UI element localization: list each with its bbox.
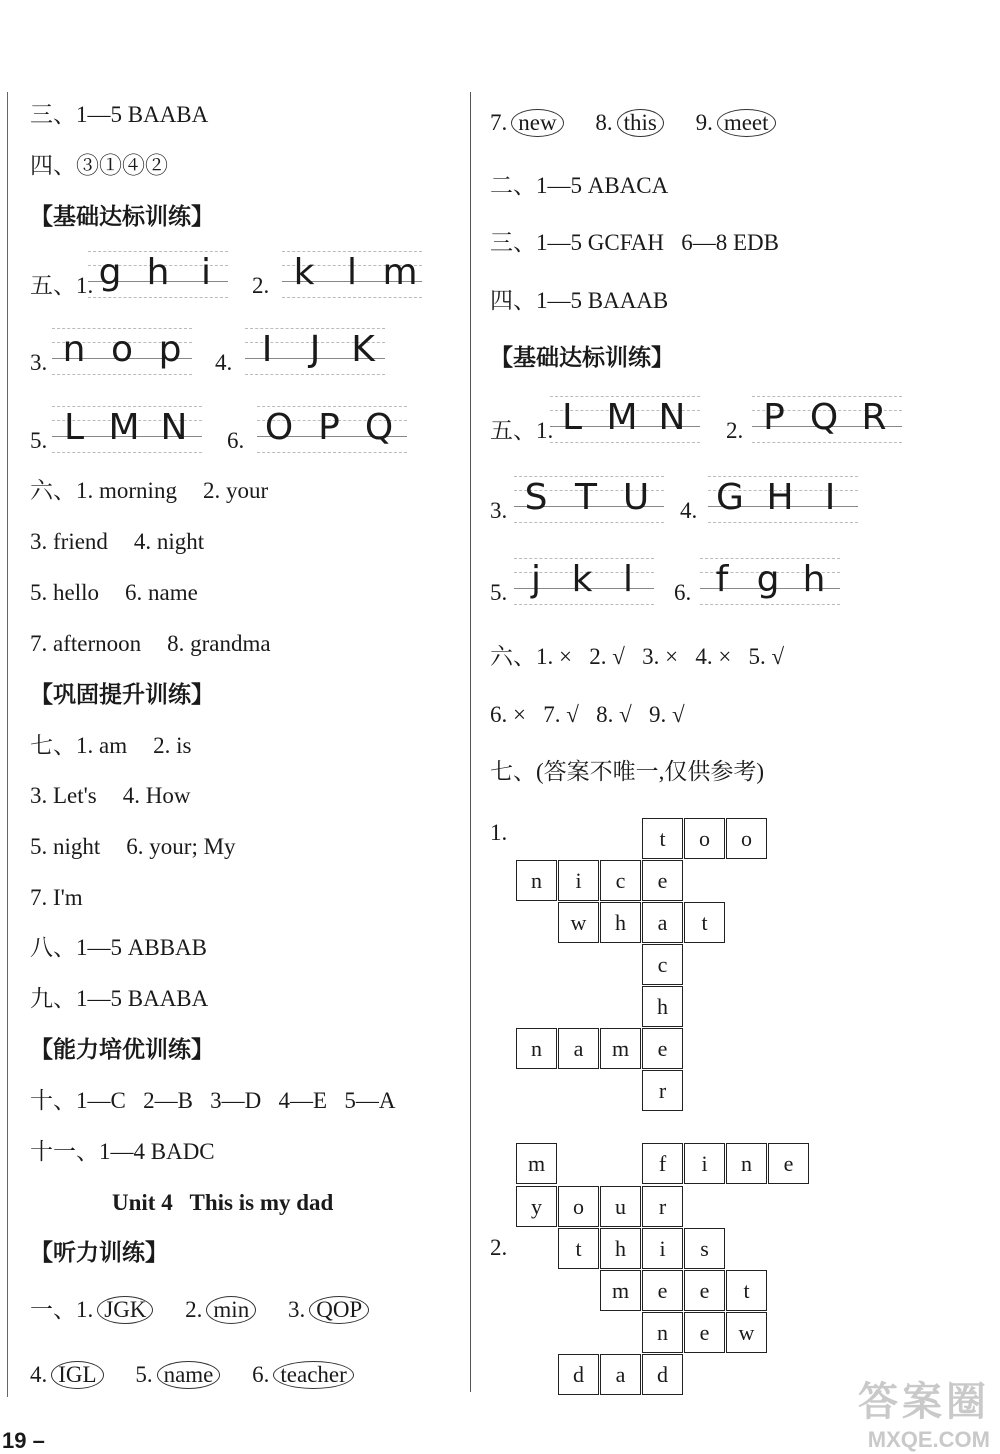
crossword-cell: i [642, 1228, 683, 1269]
circled-answer: this [617, 109, 664, 137]
crossword-cell: o [684, 818, 725, 859]
crossword-cell: d [642, 1354, 683, 1395]
letter: H [766, 477, 794, 518]
item-number: 五、1. [30, 273, 94, 298]
section-header: 【基础达标训练】 [30, 204, 214, 230]
crossword-cell: d [558, 1354, 599, 1395]
item-number: 6. [674, 580, 692, 605]
circled-answer: IGL [51, 1361, 103, 1389]
letter: J [309, 329, 321, 370]
crossword-cell: t [726, 1270, 767, 1311]
letter-group [708, 476, 858, 526]
letter: m [382, 252, 418, 293]
letter: P [763, 397, 785, 438]
letter-row [490, 470, 990, 530]
circled-answer: min [206, 1296, 256, 1324]
letter-group [514, 558, 654, 608]
letter-group [752, 396, 902, 446]
circled-answer: meet [717, 109, 776, 137]
letter: N [658, 397, 686, 438]
letter-group [257, 406, 407, 456]
letter-group [700, 558, 840, 608]
answer-line: 四、③①④② [30, 153, 168, 178]
answer-line: 5. night 6. your; My [30, 834, 236, 859]
letter: g [98, 252, 122, 293]
letter-group [245, 328, 385, 378]
letter: k [293, 252, 315, 293]
item-number: 五、1. [490, 418, 554, 443]
crossword-cell: h [600, 1228, 641, 1269]
letter-group [282, 251, 422, 301]
answer-line: 一、1. JGK 2. min 3. QOP [30, 1295, 369, 1325]
letter: Q [809, 397, 839, 438]
crossword-cell: n [726, 1143, 767, 1184]
letter: g [756, 559, 780, 600]
answer-line: 3. Let's 4. How [30, 783, 191, 808]
section-header: 【巩固提升训练】 [30, 682, 214, 708]
crossword-cell: n [642, 1312, 683, 1353]
letter-group [88, 251, 228, 301]
item-number: 6. [227, 428, 245, 453]
letter: S [524, 477, 548, 518]
answer-line: 5. hello 6. name [30, 580, 198, 605]
crossword-cell: a [600, 1354, 641, 1395]
puzzle-number: 2. [490, 1235, 508, 1260]
watermark-url: MXQE.COM [867, 1427, 990, 1452]
letter: i [200, 252, 211, 293]
circled-answer: JGK [97, 1296, 153, 1324]
crossword-cell: e [684, 1312, 725, 1353]
answer-line: 六、1. × 2. √ 3. × 4. × 5. √ [490, 644, 785, 669]
crossword-cell: c [642, 944, 683, 985]
answer-line: 7. new 8. this 9. meet [490, 108, 776, 138]
section-header: 【基础达标训练】 [490, 345, 674, 371]
answer-line: 七、(答案不唯一,仅供参考) [490, 759, 765, 784]
letter: l [622, 559, 633, 600]
item-number: 2. [252, 273, 270, 298]
letter: K [351, 329, 375, 370]
answer-line: 九、1—5 BAABA [30, 986, 209, 1011]
crossword-cell: m [600, 1028, 641, 1069]
letter-row [30, 400, 460, 460]
crossword-cell: n [516, 1028, 557, 1069]
letter-group [514, 476, 664, 526]
letter: k [571, 559, 593, 600]
answer-line: 四、1—5 BAAAB [490, 288, 669, 313]
letter: N [160, 407, 188, 448]
letter: p [158, 329, 182, 370]
letter: U [622, 477, 650, 518]
answer-line: 4. IGL 5. name 6. teacher [30, 1360, 354, 1390]
item-number: 4. [680, 498, 698, 523]
letter: I [824, 477, 836, 518]
crossword-cell: i [684, 1143, 725, 1184]
letter: I [261, 329, 273, 370]
crossword-cell: f [642, 1143, 683, 1184]
letter: n [62, 329, 86, 370]
letter: o [110, 329, 134, 370]
answer-line: 十、1—C 2—B 3—D 4—E 5—A [30, 1088, 396, 1113]
letter-row [30, 322, 460, 382]
letter: G [716, 477, 744, 518]
letter: P [318, 407, 340, 448]
letter: R [861, 397, 887, 438]
letter-group [52, 328, 192, 378]
letter: O [264, 407, 294, 448]
column-divider [470, 92, 471, 1392]
crossword-cell: e [684, 1270, 725, 1311]
letter: Q [364, 407, 394, 448]
answer-line: 十一、1—4 BADC [30, 1139, 215, 1164]
crossword-cell: y [516, 1186, 557, 1227]
letter-group [550, 396, 700, 446]
answer-line: 二、1—5 ABACA [490, 173, 669, 198]
letter-group [52, 406, 202, 456]
page-number: 19 – [2, 1428, 45, 1453]
crossword-cell: m [600, 1270, 641, 1311]
crossword-cell: i [558, 860, 599, 901]
crossword-cell: r [642, 1186, 683, 1227]
crossword-cell: e [642, 1028, 683, 1069]
letter: L [63, 407, 85, 448]
crossword-cell: a [642, 902, 683, 943]
letter: L [561, 397, 583, 438]
answer-line: 六、1. morning 2. your [30, 478, 269, 503]
circled-answer: QOP [309, 1296, 369, 1324]
crossword-cell: a [558, 1028, 599, 1069]
answer-line: 7. afternoon 8. grandma [30, 631, 271, 656]
answer-line: 6. × 7. √ 8. √ 9. √ [490, 702, 685, 727]
item-number: 5. [30, 428, 48, 453]
section-header: 【能力培优训练】 [30, 1037, 214, 1063]
letter: h [146, 252, 170, 293]
item-number: 4. [215, 350, 233, 375]
letter: l [346, 252, 357, 293]
circled-answer: new [511, 109, 563, 137]
watermark-text: 答案圈 [858, 1380, 990, 1424]
crossword-cell: e [768, 1143, 809, 1184]
crossword-cell: m [516, 1143, 557, 1184]
crossword-cell: e [642, 1270, 683, 1311]
answer-line: 3. friend 4. night [30, 529, 205, 554]
crossword-cell: w [558, 902, 599, 943]
crossword-cell: c [600, 860, 641, 901]
answer-line: 三、1—5 BAABA [30, 102, 209, 127]
crossword-cell: t [642, 818, 683, 859]
unit-title: Unit 4 This is my dad [112, 1190, 334, 1215]
crossword-cell: h [642, 986, 683, 1027]
letter-row [30, 245, 460, 305]
crossword-cell: e [642, 860, 683, 901]
crossword-cell: u [600, 1186, 641, 1227]
answer-line: 三、1—5 GCFAH 6—8 EDB [490, 230, 780, 255]
circled-answer: teacher [273, 1361, 353, 1389]
letter-row [490, 390, 990, 450]
answer-line: 七、1. am 2. is [30, 733, 192, 758]
circled-answer: name [157, 1361, 221, 1389]
letter: M [108, 407, 140, 448]
answer-line: 八、1—5 ABBAB [30, 935, 207, 960]
crossword-cell: o [726, 818, 767, 859]
item-number: 3. [490, 498, 508, 523]
answer-line: 7. I'm [30, 885, 83, 910]
letter: M [606, 397, 638, 438]
item-number: 2. [726, 418, 744, 443]
letter: h [802, 559, 826, 600]
section-header: 【听力训练】 [30, 1240, 168, 1266]
crossword-cell: w [726, 1312, 767, 1353]
crossword-cell: s [684, 1228, 725, 1269]
puzzle-number: 1. [490, 820, 508, 845]
crossword-cell: r [642, 1070, 683, 1111]
item-number: 5. [490, 580, 508, 605]
letter-row [490, 552, 990, 612]
watermark [858, 1370, 990, 1453]
item-number: 3. [30, 350, 48, 375]
crossword-cell: t [558, 1228, 599, 1269]
crossword-cell: t [684, 902, 725, 943]
crossword-cell: h [600, 902, 641, 943]
crossword-cell: n [516, 860, 557, 901]
left-edge-rule [7, 92, 8, 1397]
letter: f [715, 559, 729, 600]
letter: T [575, 477, 597, 518]
crossword-cell: o [558, 1186, 599, 1227]
letter: j [530, 559, 541, 600]
